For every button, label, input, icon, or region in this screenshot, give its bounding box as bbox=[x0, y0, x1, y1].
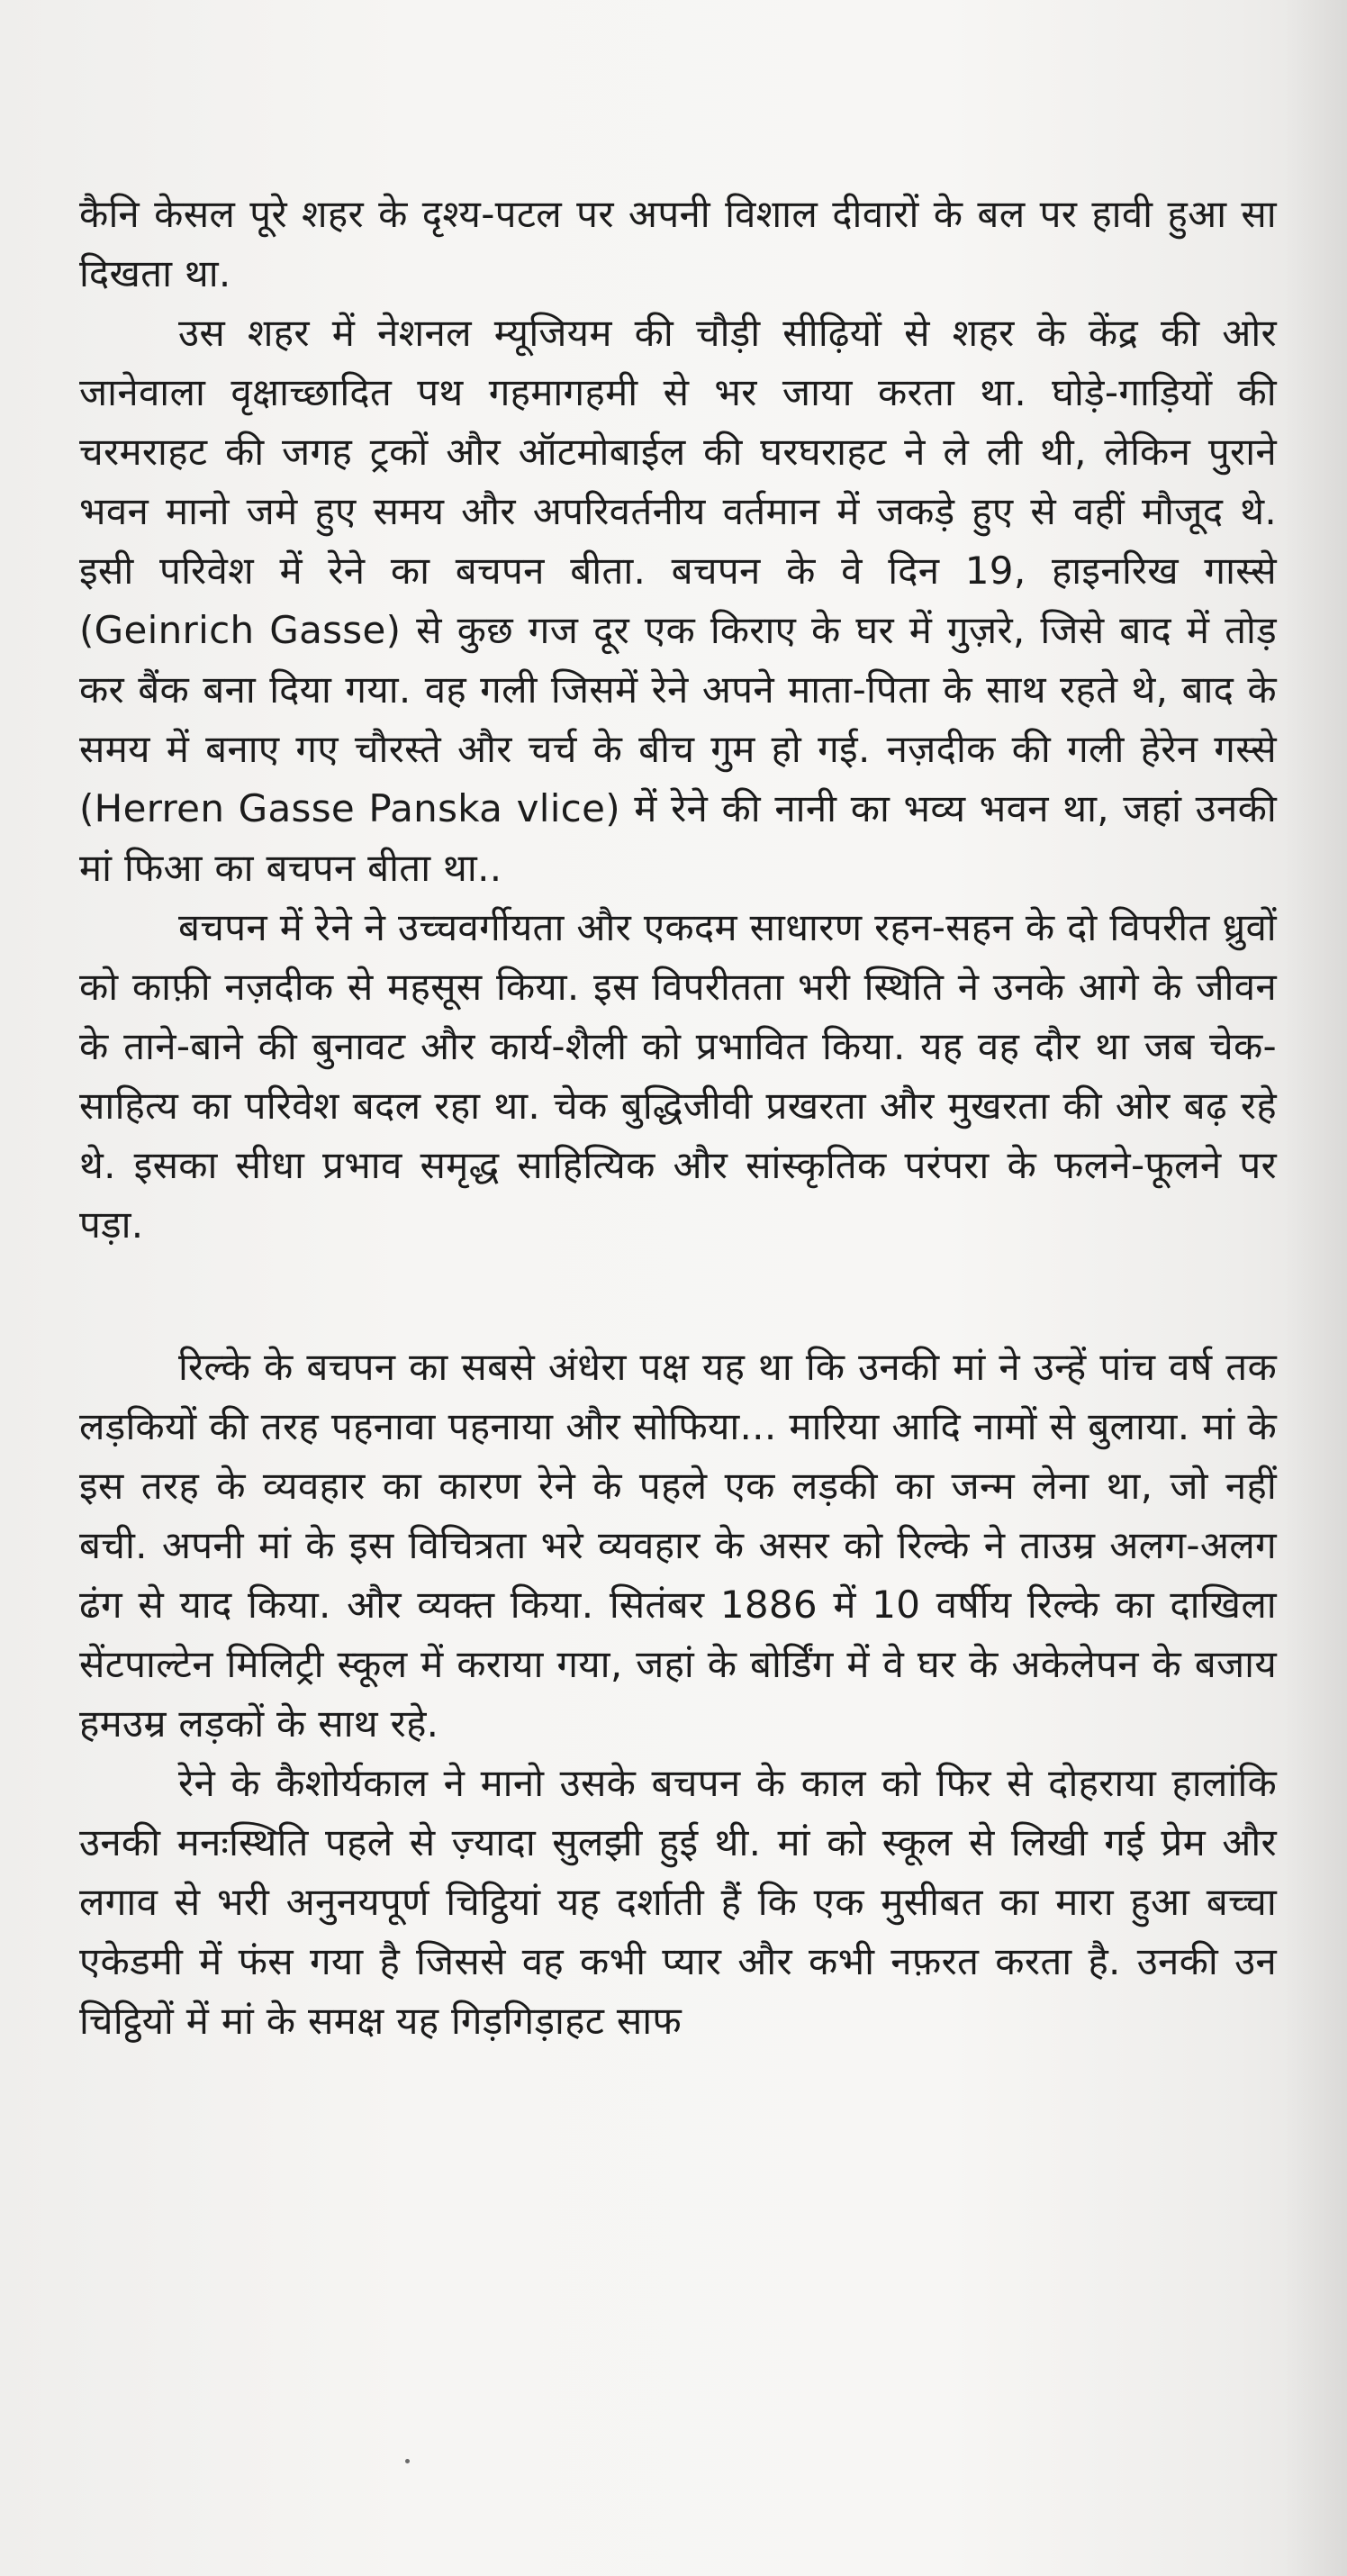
paragraph-2: उस शहर में नेशनल म्यूजियम की चौड़ी सीढ़ियों से शहर के केंद्र की ओर जानेवाला वृक्षाच्छादित पथ गहमागहमी से भर जाया करता था. घोड़े-गाड़ियों की चरमराहट की जगह ट्रकों और ऑटमोबाईल की घरघराहट ने ले ली थी, लेकिन पुराने भवन मानो जमे हुए समय और अपरिवर्तनीय वर्तमान में जकड़े हुए से वहीं मौजूद थे. इसी परिवेश में रेने का बचपन बीता. बचपन के वे दिन 19, हाइनरिख गास्से (Geinrich Gasse) से कुछ गज दूर एक किराए के घर में गुज़रे, जिसे बाद में तोड़ कर बैंक बना दिया गया. वह गली जिसमें रेने अपने माता-पिता के साथ रहते थे, बाद के समय में बनाए गए चौरस्ते और चर्च के बीच गुम हो गई. नज़दीक की गली हेरेन गस्से (Herren Gasse Panska vlice) में रेने की नानी का भव्य भवन था, जहां उनकी मां फिआ का बचपन बीता था.. bbox=[79, 311, 1277, 890]
page-text-body bbox=[79, 185, 1277, 2051]
paragraph-4: रिल्के के बचपन का सबसे अंधेरा पक्ष यह था कि उनकी मां ने उन्हें पांच वर्ष तक लड़कियों की तरह पहनावा पहनाया और सोफिया... मारिया आदि नामों से बुलाया. मां के इस तरह के व्यवहार का कारण रेने के पहले एक लड़की का जन्म लेना था, जो नहीं बची. अपनी मां के इस विचित्रता भरे व्यवहार के असर को रिल्के ने ताउम्र अलग-अलग ढंग से याद किया. और व्यक्त किया. सितंबर 1886 में 10 वर्षीय रिल्के का दाखिला सेंटपाल्टेन मिलिट्री स्कूल में कराया गया, जहां के बोर्डिंग में वे घर के अकेलेपन के बजाय हमउम्र लड़कों के साथ रहे. bbox=[79, 1345, 1277, 1746]
paragraph-5: रेने के कैशोर्यकाल ने मानो उसके बचपन के काल को फिर से दोहराया हालांकि उनकी मनःस्थिति पहले से ज़्यादा सुलझी हुई थी. मां को स्कूल से लिखी गई प्रेम और लगाव से भरी अनुनयपूर्ण चिट्ठियां यह दर्शाती हैं कि एक मुसीबत का मारा हुआ बच्चा एकेडमी में फंस गया है जिससे वह कभी प्यार और कभी नफ़रत करता है. उनकी उन चिट्ठियों में मां के समक्ष यह गिड़गिड़ाहट साफ bbox=[79, 1761, 1277, 2043]
ink-speck bbox=[405, 2459, 410, 2463]
page-edge-shadow bbox=[1284, 0, 1347, 2576]
paragraph-1: कैनि केसल पूरे शहर के दृश्य-पटल पर अपनी विशाल दीवारों के बल पर हावी हुआ सा दिखता था. bbox=[79, 192, 1277, 295]
paragraph-3: बचपन में रेने ने उच्चवर्गीयता और एकदम साधारण रहन-सहन के दो विपरीत ध्रुवों को काफ़ी नज़दीक से महसूस किया. इस विपरीतता भरी स्थिति ने उनके आगे के जीवन के ताने-बाने की बुनावट और कार्य-शैली को प्रभावित किया. यह वह दौर था जब चेक-साहित्य का परिवेश बदल रहा था. चेक बुद्धिजीवी प्रखरता और मुखरता की ओर बढ़ रहे थे. इसका सीधा प्रभाव समृद्ध साहित्यिक और सांस्कृतिक परंपरा के फलने-फूलने पर पड़ा. bbox=[79, 905, 1277, 1247]
